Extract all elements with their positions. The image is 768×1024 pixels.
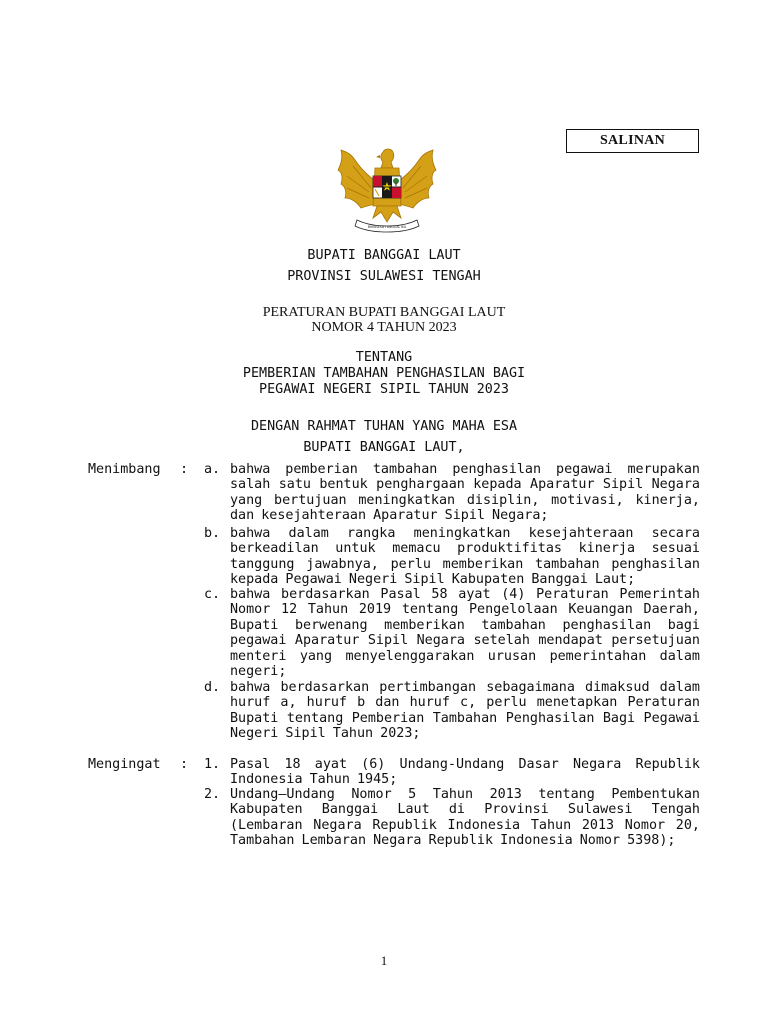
item-marker: 2. — [204, 787, 221, 802]
mengingat-item-2 — [204, 787, 700, 849]
menimbang-colon: : — [180, 462, 189, 477]
about-heading: TENTANG — [355, 350, 413, 365]
regent-closing-line: BUPATI BANGGAI LAUT, — [303, 440, 465, 455]
item-marker: b. — [204, 526, 221, 541]
page-number: 1 — [380, 953, 388, 968]
menimbang-item-b — [204, 526, 700, 588]
item-marker: a. — [204, 462, 221, 477]
subject-line-1: PEMBERIAN TAMBAHAN PENGHASILAN BAGI — [242, 366, 526, 381]
item-text: Pasal 18 ayat (6) Undang-Undang Dasar Negara Republik Indonesia Tahun 1945; — [230, 757, 700, 788]
menimbang-item-a — [204, 462, 700, 524]
emblem-motto: BHINNEKA TUNGGAL IKA — [367, 225, 407, 229]
subject-line-2: PEGAWAI NEGERI SIPIL TAHUN 2023 — [259, 382, 509, 397]
garuda-emblem-icon — [333, 146, 441, 234]
menimbang-item-c — [204, 587, 700, 679]
item-marker: d. — [204, 680, 221, 695]
regulation-title: PERATURAN BUPATI BANGGAI LAUT — [262, 305, 506, 320]
item-text: bahwa pemberian tambahan penghasilan pegawai merupakan salah satu bentuk penghargaan kepada Aparatur Sipil Negara yang bertujuan meningkatkan disiplin, motivasi, kinerja, dan kesejahteraan Aparatur Sipil Negara; — [230, 462, 700, 524]
province-heading: PROVINSI SULAWESI TENGAH — [287, 269, 481, 284]
salinan-stamp: SALINAN — [566, 129, 699, 153]
item-text: bahwa dalam rangka meningkatkan kesejahteraan secara berkeadilan untuk memacu produktifitas kinerja sesuai tanggung jawabnya, perlu memberikan tambahan penghasilan kepada Pegawai Negeri Sipil Kabupaten Banggai Laut; — [230, 526, 700, 588]
menimbang-item-d — [204, 680, 700, 742]
item-text: bahwa berdasarkan Pasal 58 ayat (4) Peraturan Pemerintah Nomor 12 Tahun 2019 tentang Pengelolaan Keuangan Daerah, Bupati berwenang memberikan tambahan penghasilan bagi pegawai Aparatur Sipil Negara setelah mendapat persetujuan menteri yang menyelenggarakan urusan pemerintahan dalam negeri; — [230, 587, 700, 680]
menimbang-label: Menimbang — [88, 462, 161, 477]
blessing-line: DENGAN RAHMAT TUHAN YANG MAHA ESA — [250, 419, 518, 434]
mengingat-item-1 — [204, 757, 700, 788]
item-marker: c. — [204, 587, 221, 602]
regent-heading: BUPATI BANGGAI LAUT — [307, 248, 461, 263]
item-text: Undang–Undang Nomor 5 Tahun 2013 tentang Pembentukan Kabupaten Banggai Laut di Provinsi Sulawesi Tengah (Lembaran Negara Republik Indonesia Tahun 2013 Nomor 20, Tambahan Lembaran Negara Republik Indonesia Nomor 5398); — [230, 787, 700, 849]
item-marker: 1. — [204, 757, 221, 772]
mengingat-label: Mengingat — [88, 757, 161, 772]
regulation-number: NOMOR 4 TAHUN 2023 — [311, 320, 457, 335]
item-text: bahwa berdasarkan pertimbangan sebagaimana dimaksud dalam huruf a, huruf b dan huruf c, perlu menetapkan Peraturan Bupati tentang Pemberian Tambahan Penghasilan Bagi Pegawai Negeri Sipil Tahun 2023; — [230, 680, 700, 742]
mengingat-colon: : — [180, 757, 189, 772]
